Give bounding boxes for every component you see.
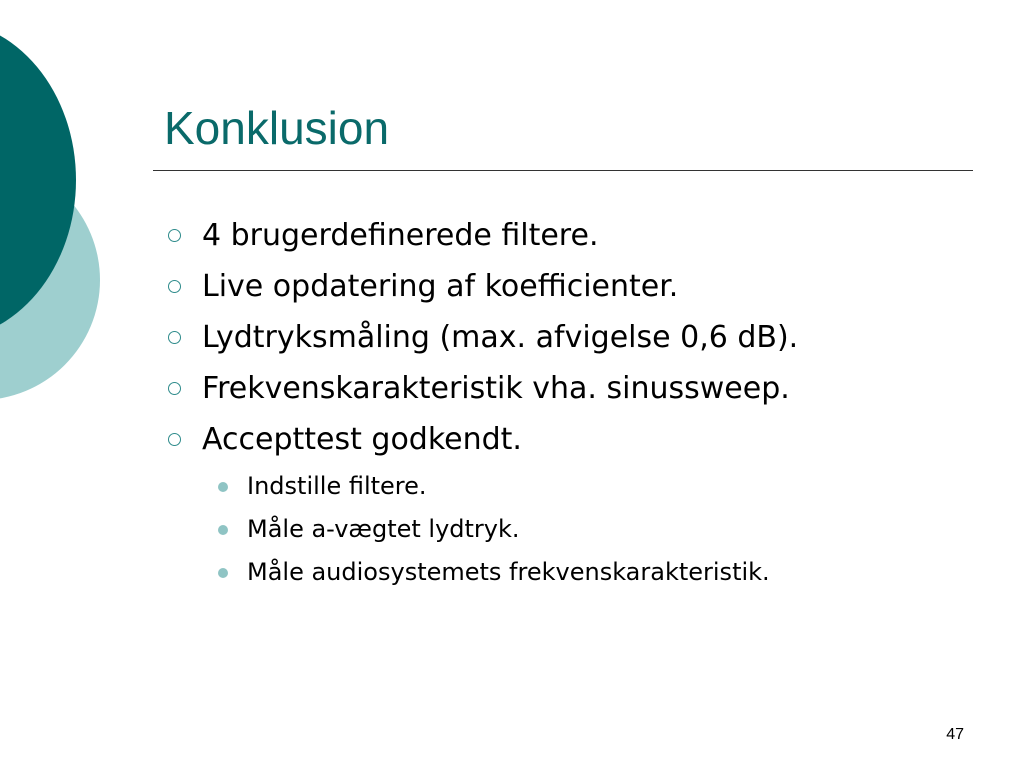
sub-bullet-item bbox=[164, 551, 984, 594]
bullet-item bbox=[164, 414, 984, 465]
bullet-item bbox=[164, 312, 984, 363]
hollow-circle-bullet-icon bbox=[168, 382, 181, 395]
bullet-text: 4 brugerdefinerede filtere. bbox=[202, 218, 599, 253]
bullet-text: Accepttest godkendt. bbox=[202, 422, 522, 457]
page-number: 47 bbox=[946, 726, 964, 743]
sub-bullet-text: Indstille filtere. bbox=[247, 472, 427, 500]
bullet-text: Live opdatering af koefficienter. bbox=[202, 269, 679, 304]
bullet-item bbox=[164, 261, 984, 312]
sub-bullet-item bbox=[164, 465, 984, 508]
slide-title: Konklusion bbox=[164, 102, 390, 154]
sub-bullet-text: Måle audiosystemets frekvenskarakteristik. bbox=[247, 558, 770, 586]
bullet-list bbox=[164, 210, 984, 594]
bullet-item bbox=[164, 210, 984, 261]
hollow-circle-bullet-icon bbox=[168, 280, 181, 293]
title-divider bbox=[153, 170, 973, 171]
hollow-circle-bullet-icon bbox=[168, 331, 181, 344]
hollow-circle-bullet-icon bbox=[168, 229, 181, 242]
filled-dot-bullet-icon bbox=[218, 482, 228, 492]
sub-bullet-text: Måle a-vægtet lydtryk. bbox=[247, 515, 520, 543]
bullet-item bbox=[164, 363, 984, 414]
filled-dot-bullet-icon bbox=[218, 568, 228, 578]
bullet-text: Frekvenskarakteristik vha. sinussweep. bbox=[202, 371, 790, 406]
bullet-text: Lydtryksmåling (max. afvigelse 0,6 dB). bbox=[202, 320, 799, 355]
sub-bullet-item bbox=[164, 508, 984, 551]
filled-dot-bullet-icon bbox=[218, 525, 228, 535]
hollow-circle-bullet-icon bbox=[168, 433, 181, 446]
